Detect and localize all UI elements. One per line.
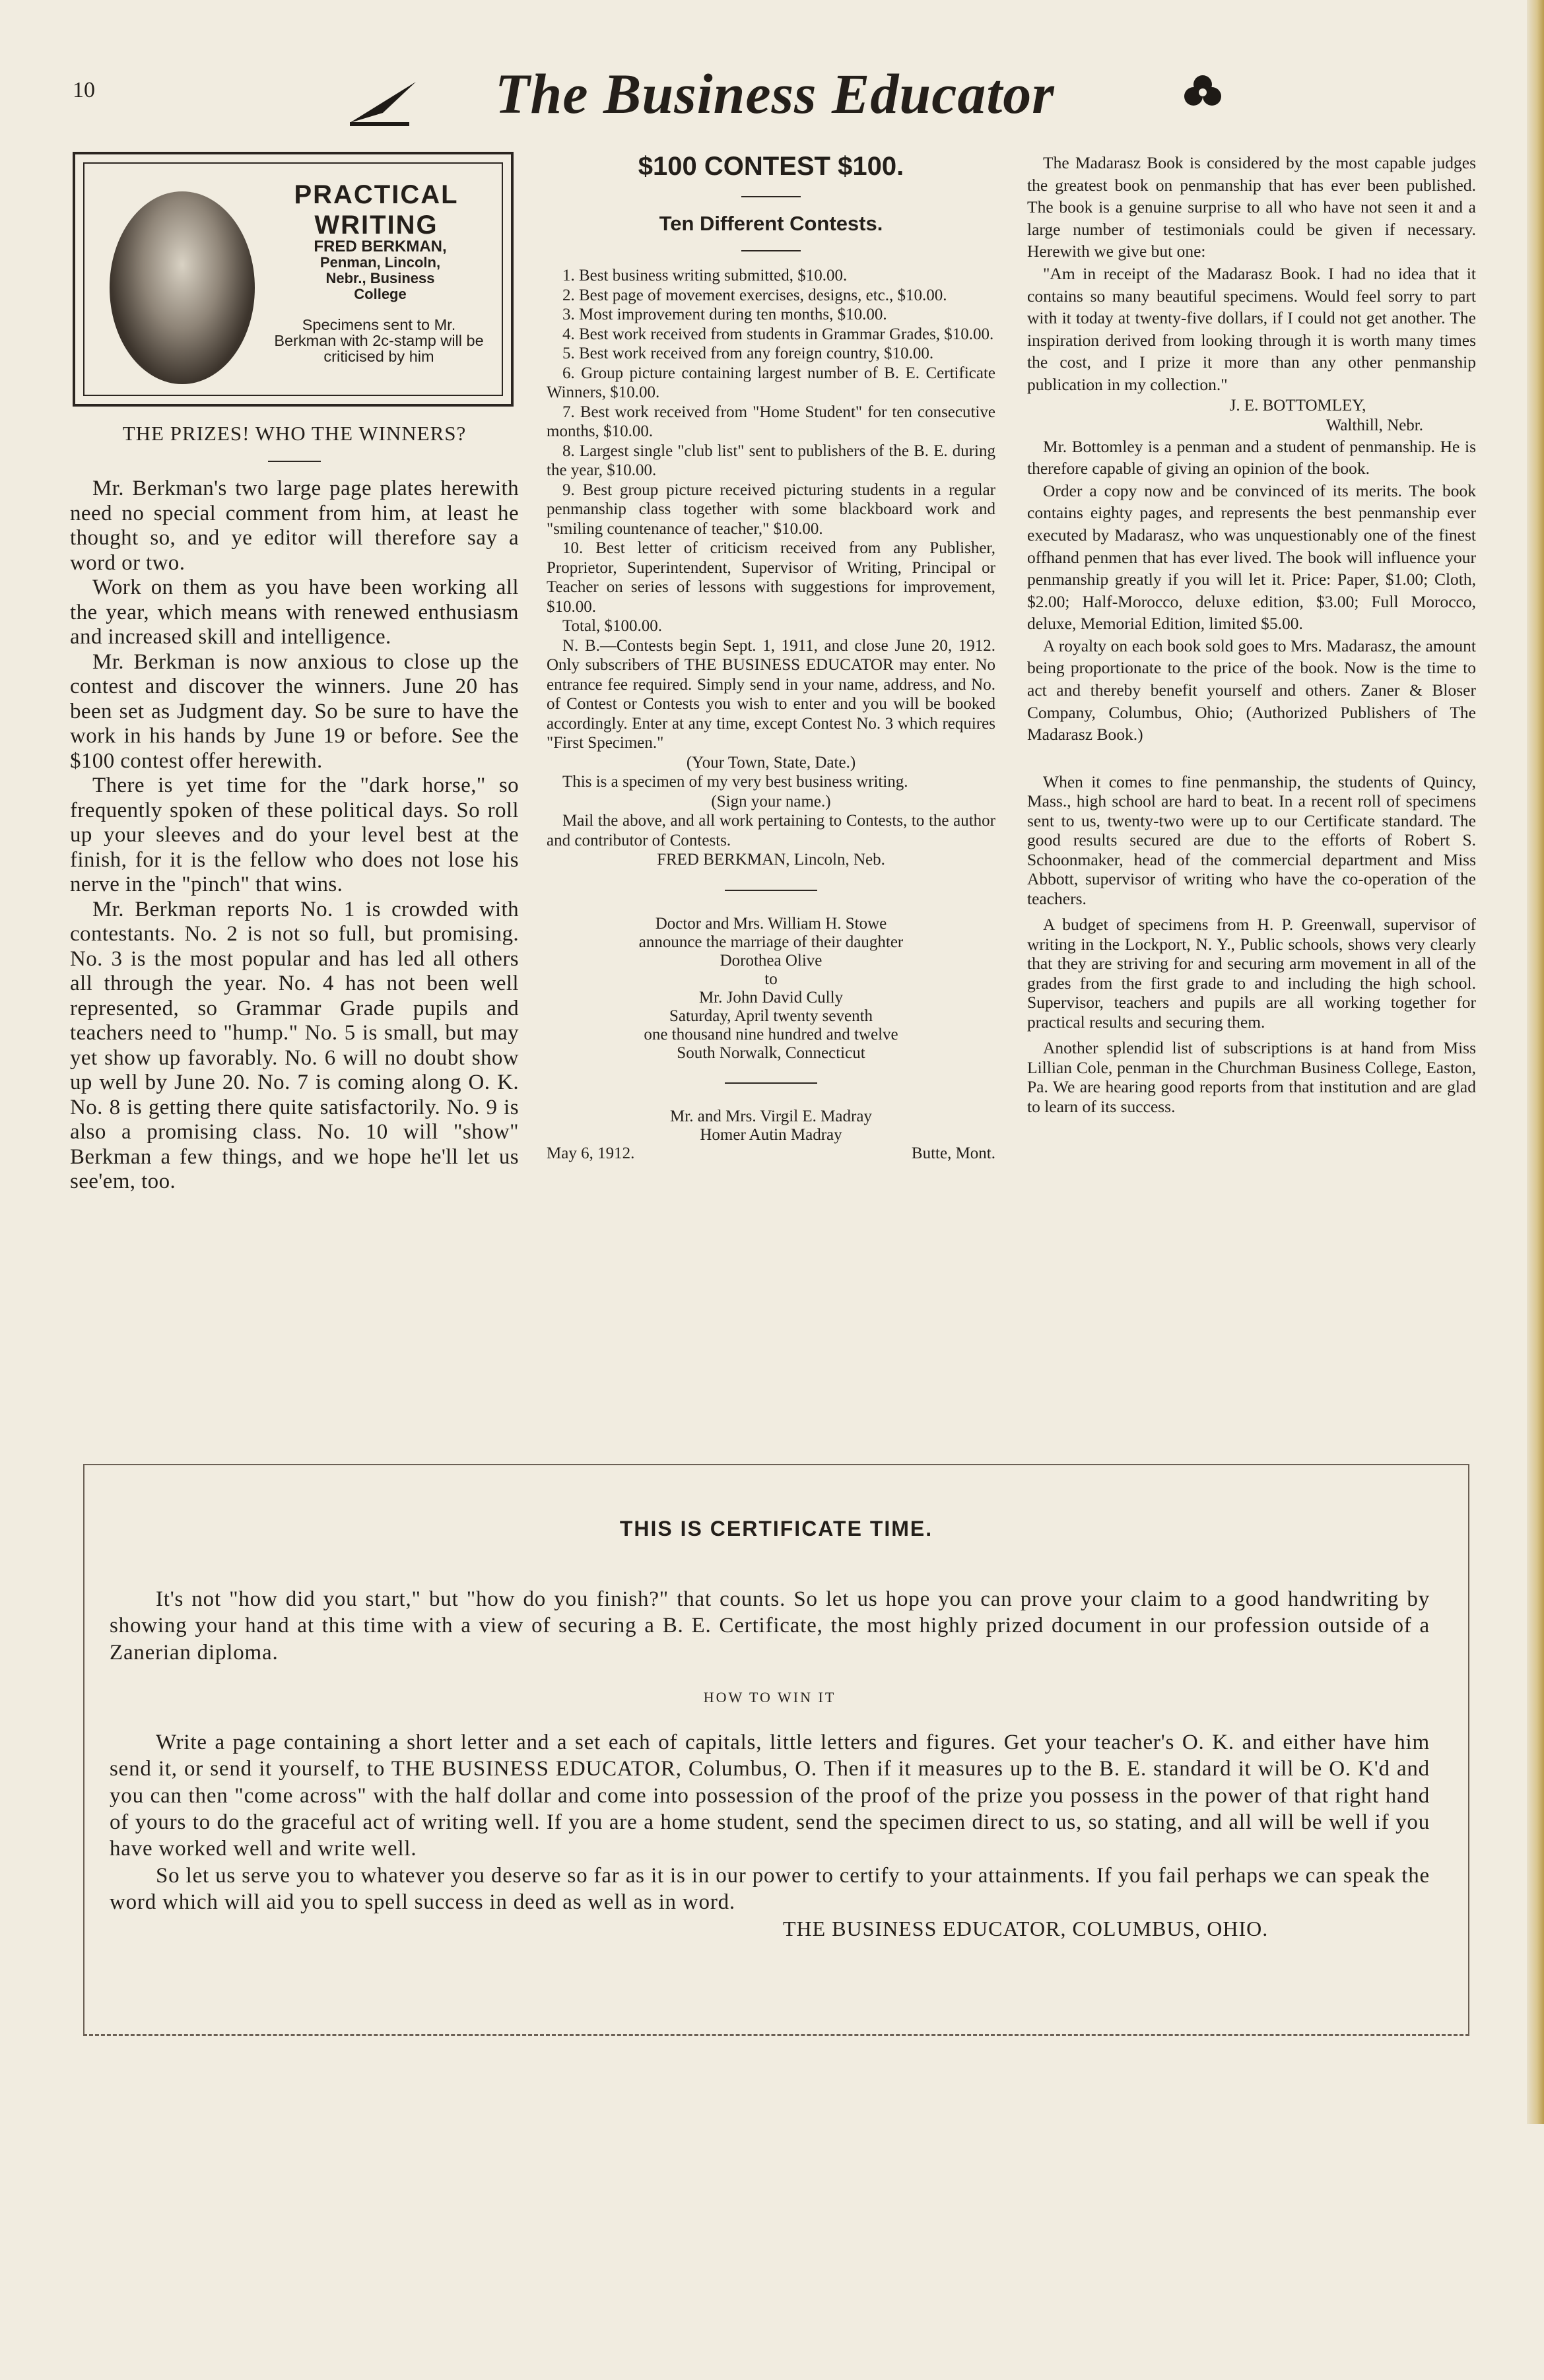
paragraph: It's not "how did you start," but "how do you finish?" that counts. So let us hope you can prove your claim to a good handwriting by showing your hand at this time with a view of securing a B. E. Certificate, the most highly prized document in our profession outside of a Zanerian diploma. [110, 1587, 1430, 1665]
form-line: This is a specimen of my very best business writing. [562, 773, 908, 791]
quill-icon [343, 77, 422, 129]
divider [725, 1082, 817, 1084]
mail-instructions: Mail the above, and all work pertaining to Contests, to the author and contributor of Contests. [547, 812, 995, 849]
contest-title: $100 CONTEST $100. [638, 152, 904, 181]
masthead [343, 57, 1201, 129]
paragraph: A royalty on each book sold goes to Mrs. Madarasz, the amount being proportionate to the price of the book. Now is the time to act and thereby benefit yourself and others. Zaner & Bloser Company, Columbus, Ohio; (Authorized Publishers of The Madarasz Book.) [1027, 636, 1476, 744]
divider [741, 196, 801, 197]
testimonial-place: Walthill, Nebr. [1326, 416, 1423, 434]
contest-item: 1. Best business writing submitted, $10.00. [562, 267, 848, 284]
announcement-line: one thousand nine hundred and twelve [644, 1025, 898, 1043]
birth-parents: Mr. and Mrs. Virgil E. Madray [670, 1107, 872, 1125]
announcement-line: Saturday, April twenty seventh [669, 1007, 873, 1025]
announcement-line: Mr. John David Cully [698, 988, 844, 1007]
divider [268, 461, 321, 462]
announcement-line: to [764, 970, 778, 988]
contest-item: 8. Largest single "club list" sent to publishers of the B. E. during the year, $10.00. [547, 442, 995, 479]
paragraph: Write a page containing a short letter and a set each of capitals, little letters and figures. Get your teacher's O. K. and either have him send it, or send it yourself, to THE BUSINESS EDUCATOR, Columbus, O. Then if it measures up to the B. E. standard it will be O. K'd and you can then "come across" with the half dollar and come into possession of the proof of the prize you possess in the power of that right hand of yours to do the graceful act of writing well. If you are a home student, send the specimen direct to us, so stating, and all will be well if you have worked well and write well. [110, 1731, 1430, 1861]
page-number: 10 [73, 78, 95, 102]
box-note: Specimens sent to Mr. Berkman with 2c-stamp will be criticised by him [274, 316, 484, 365]
ornament-icon [1182, 71, 1224, 114]
how-to-win-heading: HOW TO WIN IT [703, 1688, 836, 1705]
announcement-line: announce the marriage of their daughter [638, 933, 904, 951]
contest-item: 6. Group picture containing largest number of B. E. Certificate Winners, $10.00. [547, 364, 995, 401]
contest-item: 5. Best work received from any foreign country, $10.00. [562, 345, 934, 362]
testimonial-signature: J. E. BOTTOMLEY, [1229, 396, 1366, 414]
box-title-line2: WRITING [314, 211, 438, 240]
masthead-title: The Business Educator [495, 62, 1055, 125]
box-affil-2: Nebr., Business [325, 270, 435, 286]
contest-nb: N. B.—Contests begin Sept. 1, 1911, and close June 20, 1912. Only subscribers of THE BUSINESS EDUCATOR may enter. No entrance fee required. Simply send in your name, address, and No. of Contest or Contests you wish to enter and you will be booked accordingly. Enter at any time, except Contest No. 3 which requires "First Specimen." [547, 636, 995, 752]
box-author-name: FRED BERKMAN, [314, 238, 447, 255]
prizes-heading: THE PRIZES! WHO THE WINNERS? [122, 422, 467, 445]
contest-author: FRED BERKMAN, Lincoln, Neb. [657, 851, 885, 869]
box-title-line1: PRACTICAL [294, 180, 459, 209]
column-practical-writing [70, 152, 519, 1195]
birth-date-place [547, 1144, 995, 1163]
wedding-announcement [547, 915, 995, 1063]
paragraph: A budget of specimens from H. P. Greenwall, supervisor of writing in the Lockport, N. Y., Public schools, shows very clearly that they are striving for and securing arm movement in all of the grades from the first grade to and including the high school. Supervisor, teachers and pupils are all working together for practical results and securing them. [1027, 915, 1476, 1032]
page-edge [1527, 0, 1544, 2124]
paragraph: So let us serve you to whatever you deserve so far as it is in our power to certify to your attainments. If you fail perhaps we can speak the word which will aid you to spell success in deed as well as in word. [110, 1863, 1430, 1914]
portrait-photo [110, 191, 255, 384]
paragraph: Work on them as you have been working all the year, which means with renewed enthusiasm and increased skill and intelligence. [70, 576, 519, 649]
paragraph: Another splendid list of subscriptions is at hand from Miss Lillian Cole, penman in the Churchman Business College, Easton, Pa. We are hearing good reports from that institution and are glad to learn of its success. [1027, 1038, 1476, 1116]
certificate-section [83, 1464, 1469, 2380]
certificate-title: THIS IS CERTIFICATE TIME. [619, 1517, 933, 1540]
announcement-line: Doctor and Mrs. William H. Stowe [655, 914, 887, 933]
paragraph: Mr. Berkman is now anxious to close up the contest and discover the winners. June 20 has been set as Judgment day. So be sure to have the work in his hands by June 19 or before. See the $100 contest offer herewith. [70, 649, 519, 773]
birth-announcement [547, 1107, 995, 1163]
announcement-line: Dorothea Olive [720, 951, 822, 970]
birth-place: Butte, Mont. [911, 1144, 995, 1162]
announcement-line: South Norwalk, Connecticut [677, 1043, 865, 1062]
paragraph: There is yet time for the "dark horse," so frequently spoken of these political days. So roll up your sleeves and do your level best at the finish, for it is the fellow who does not lose his nerve in the "pinch" that wins. [70, 774, 519, 896]
divider [725, 890, 817, 891]
paragraph: Order a copy now and be convinced of its merits. The book contains eighty pages, and represents the best penmanship ever executed by Madarasz, who was unquestionably one of the finest offhand penmen that has ever lived. The book will influence your penmanship greatly if you will let it. Price: Paper, $1.00; Cloth, $2.00; Half-Morocco, deluxe edition, $3.00; Full Morocco, deluxe, Memorial Edition, limited $5.00. [1027, 480, 1476, 634]
form-sign: (Sign your name.) [711, 792, 831, 810]
column-contest [547, 152, 995, 1163]
contest-total: Total, $100.00. [562, 617, 663, 635]
form-town: (Your Town, State, Date.) [686, 753, 856, 772]
certificate-body [110, 1586, 1430, 1942]
contest-subtitle: Ten Different Contests. [659, 212, 883, 235]
paragraph: Mr. Berkman's two large page plates herewith need no special comment from him, at least he thought so, and ye editor will therefore say a word or two. [70, 477, 519, 575]
birth-date: May 6, 1912. [547, 1144, 635, 1162]
frame-bottom [83, 2034, 1469, 2036]
frame-top [83, 1464, 1469, 1465]
box-title [271, 180, 482, 240]
box-affil-1: Penman, Lincoln, [319, 254, 441, 271]
column-madarasz [1027, 152, 1476, 1116]
box-author [281, 239, 479, 302]
contest-item: 2. Best page of movement exercises, designs, etc., $10.00. [562, 286, 947, 304]
box-affil-3: College [354, 286, 407, 302]
spacer [1027, 746, 1476, 772]
contest-item: 3. Most improvement during ten months, $10.00. [562, 306, 887, 323]
contest-item: 4. Best work received from students in Grammar Grades, $10.00. [562, 325, 994, 343]
contest-item: 9. Best group picture received picturing students in a regular penmanship class together with some blackboard work and "smiling countenance of teacher," $10.00. [547, 480, 995, 538]
frame-left [83, 1464, 84, 2035]
testimonial: "Am in receipt of the Madarasz Book. I had no idea that it contains so many beautiful specimens. Would feel sorry to part with it today at twenty-five dollars, if I could not get another. The inspiration derived from looking through it is worth many times the cost, and I prize it more than any other penmanship publication in my collection." [1027, 263, 1476, 394]
divider [741, 250, 801, 251]
contest-item: 10. Best letter of criticism received from any Publisher, Proprietor, Superintendent, Supervisor of Writing, Principal or Teacher on series of lessons with suggestions for improvement, $10.00. [547, 539, 995, 616]
paragraph: Mr. Bottomley is a penman and a student of penmanship. He is therefore capable of giving an opinion of the book. [1027, 436, 1476, 479]
paragraph: When it comes to fine penmanship, the students of Quincy, Mass., high school are hard to beat. In a recent roll of specimens sent to us, twenty-two were up to our Certificate standard. The good results secured are due to the efforts of Robert S. Schoonmaker, head of the commercial department and Miss Abbott, supervisor of writing who have the co-operation of the teachers. [1027, 772, 1476, 908]
frame-right [1468, 1464, 1469, 2035]
certificate-signature: THE BUSINESS EDUCATOR, COLUMBUS, OHIO. [783, 1917, 1269, 1941]
paragraph: The Madarasz Book is considered by the most capable judges the greatest book on penmanship that has ever been published. The book is a genuine surprise to all who have not seen it and a large number of testimonials could be given if necessary. Herewith we give but one: [1027, 153, 1476, 261]
birth-child: Homer Autin Madray [700, 1125, 842, 1144]
practical-writing-box [73, 152, 514, 407]
paragraph: Mr. Berkman reports No. 1 is crowded with contestants. No. 2 is not so full, but promising. No. 3 is the most popular and has led all others all through the year. No. 4 has not been well represented, so Grammar Grade pupils and teachers need to "hump." No. 5 is small, but may yet show up favorably. No. 6 will no doubt show up well by June 20. No. 7 is coming along O. K. No. 8 is getting there quite satisfactorily. No. 9 is also a promising class. No. 10 will "show" Berkman a few things, and we hope he'll let us see'em, too. [70, 897, 519, 1193]
contest-item: 7. Best work received from "Home Student" for ten consecutive months, $10.00. [547, 403, 995, 440]
